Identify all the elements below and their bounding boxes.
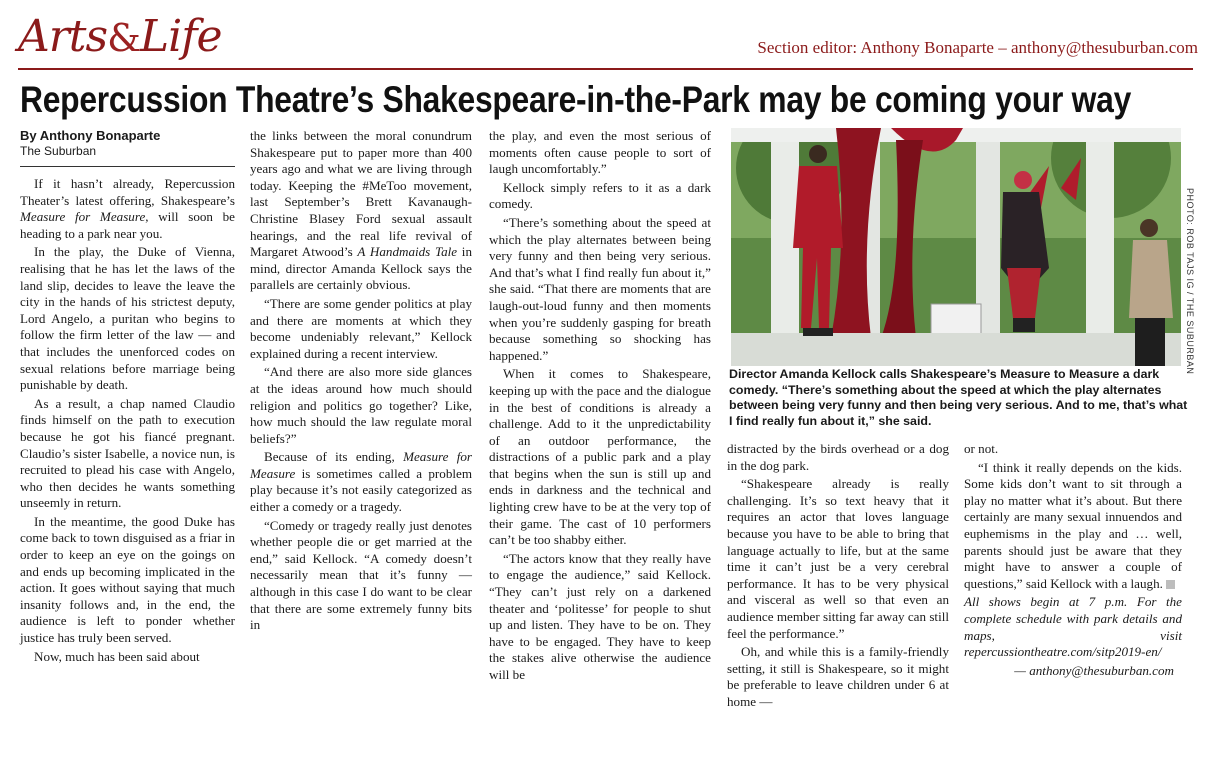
article-paragraph [489,180,711,213]
article-paragraph [489,366,711,549]
paragraph-text: When it comes to Shakespeare, keeping up with the pace and the dialogue in the best of conditions is already a challenge. Add to it the unpredictability of an outdoor performance, the distractions of a public park and a play that begins when the sun is still up and ends in darkness and the technical and lighting crew have to be at the very top of their game. The cast of 10 performers can’t be too shabby either. [489,366,711,548]
paragraph-text: distracted by the birds overhead or a dog in the dog park. [727,441,949,473]
article-paragraph [250,296,472,362]
paragraph-text: “The actors know that they really have to engage the audience,” said Kellock. “They can’t just rely on a darkened theater and ‘politesse’ for people to shut up and listen. They have to be on. They have to be engaged. They have to keep the stakes alive otherwise the audience will be [489,550,711,682]
paragraph-text: Kellock simply refers to it as a dark comedy. [489,179,711,212]
article-paragraph [727,476,949,642]
author-signoff: — anthony@thesuburban.com [1014,662,1174,678]
end-of-article-mark [1166,580,1175,589]
paragraph-text: “There’s something about the speed at which the play alternates between being very funny and then being very serious. And that’s what I find really fun about it,” she said. “That there are moments that are laugh-out-loud funny and then moments when you’re suddenly gasping for breath because something so shocking has happened.” [489,214,711,363]
article-column-3 [489,128,711,686]
article-paragraph [489,551,711,684]
paragraph-text: or not. [964,441,999,456]
italic-title: Measure for Measure [250,449,473,481]
article-column-1 [20,176,235,667]
byline-author: By Anthony Bonaparte [20,128,161,143]
article-paragraph [964,441,1182,458]
article-paragraph [727,644,949,710]
paragraph-text: “Shakespeare already is really challenging. It’s so text heavy that it requires an actor that loves language because you have to be able to bring that language actually to life, but at the same time it can’t just be a very cerebral performance. It has to be very physical and visceral as well so that even an audience member sitting far away can still feel the performance.” [727,476,949,641]
article-paragraph [489,128,711,178]
section-masthead [18,8,1198,70]
article-paragraph [250,518,472,634]
paragraph-text: If it hasn’t already, Repercussion Theater’s latest offering, Shakespeare’s [20,176,235,208]
photo-credit: PHOTO: ROB TAJS IG / THE SUBURBAN [1185,188,1195,375]
paragraph-text: in mind, director Amanda Kellock says the parallels are certainly obvious. [250,244,472,293]
byline-publication: The Suburban [20,144,97,158]
paragraph-text: the links between the moral conundrum Shakespeare put to paper more than 400 years ago and what we are living through today. Keeping the #MeToo movement, last September’s Brett Kavanaugh-Christine Blasey Ford sexual assault hearings, and the real life revival of Margaret Atwood’s [250,128,472,260]
italic-title: Measure for Measure [20,209,146,225]
article-paragraph [20,244,235,393]
paragraph-text: “And there are also more side glances at the ideas around how much should religion and politics go together? Like, how much should the law regulate moral beliefs?” [250,364,472,446]
paragraph-text: As a result, a chap named Claudio finds himself on the path to execution because he got his fiancé pregnant. Claudio’s sister Isabelle, a novice nun, is recruited to plead his case with Angelo, who then decides he wants something unseemly in return. [20,395,235,511]
byline-rule [20,166,235,167]
stage-scene-illustration [731,128,1181,366]
article-column-4 [727,441,949,713]
photo-caption: Director Amanda Kellock calls Shakespeare’s Measure to Measure a dark comedy. “There’s something about the speed at which the play alternates between being very funny and then being very serious. And to me, that’s what I find really fun about it,” she said. [729,367,1188,428]
article-photo [731,128,1181,366]
article-paragraph [727,441,949,474]
paragraph-text: “I think it really depends on the kids. Some kids don’t want to sit through a play no matter what it’s about. But there certainly are many sexual innuendos and euphemisms in the play and … well, parents should just be aware that they might have to answer a couple of questions,” said Kellock with a laugh. [964,459,1182,591]
article-paragraph [20,396,235,512]
paragraph-text: “There are some gender politics at play and there are moments at which they become undeniably relevant,” Kellock explained during a recent interview. [250,295,472,361]
article-headline: Repercussion Theatre’s Shakespeare-in-the-Park may be coming your way [20,79,1132,120]
paragraph-text: In the meantime, the good Duke has come back to town disguised as a friar in order to keep an eye on the goings on and ends up becoming implicated in the action. It goes without saying that much insanity follows and, in the end, the audience is left to ponder whether justice has truly been served. [20,513,235,646]
article-column-2 [250,128,472,636]
article-paragraph [964,460,1182,593]
paragraph-text: , will soon be heading to a park near you. [20,209,235,241]
section-logo: Arts&Life [18,11,222,62]
italic-title: A Handmaids Tale [357,244,458,260]
article-paragraph [250,449,472,515]
paragraph-text: In the play, the Duke of Vienna, realising that he has let the laws of the land slip, decides to leave the leave the city in the hands of his strictest deputy, Lord Angelo, a puritan who begins to follow the firm letter of the law — and that includes the unenforced codes on sexual relations before marriage being punishable by death. [20,244,235,393]
masthead-rule [18,68,1193,70]
article-paragraph [250,128,472,294]
section-editor-line: Section editor: Anthony Bonaparte – anthony@thesuburban.com [757,38,1198,57]
article-paragraph [250,364,472,447]
article-paragraph [489,215,711,364]
article-paragraph [20,176,235,242]
paragraph-text: is sometimes called a problem play because it’s not easily categorized as either a comedy or a tragedy. [250,465,472,515]
byline [20,128,235,159]
paragraph-text: Now, much has been said about [34,648,200,664]
article-column-5 [964,441,1182,681]
article-paragraph [20,649,235,666]
paragraph-text: Oh, and while this is a family-friendly setting, it still is Shakespeare, so it might be preferable to leave children under 6 at home — [727,644,949,709]
paragraph-text: “Comedy or tragedy really just denotes whether people die or get married at the end,” said Kellock. “A comedy doesn’t necessarily mean that it’s funny — although in this case I do want to be clear that there are some extremely funny bits in [250,517,472,633]
column-5-body [964,441,1182,592]
article-paragraph [20,514,235,647]
paragraph-text: the play, and even the most serious of moments often cause people to sort of laugh uncomfortably.” [489,128,711,177]
show-info-note: All shows begin at 7 p.m. For the complete schedule with park details and maps, visit repercussiontheatre.com/sitp2019-en/ [964,594,1182,660]
paragraph-text: Because of its ending, [264,449,404,465]
